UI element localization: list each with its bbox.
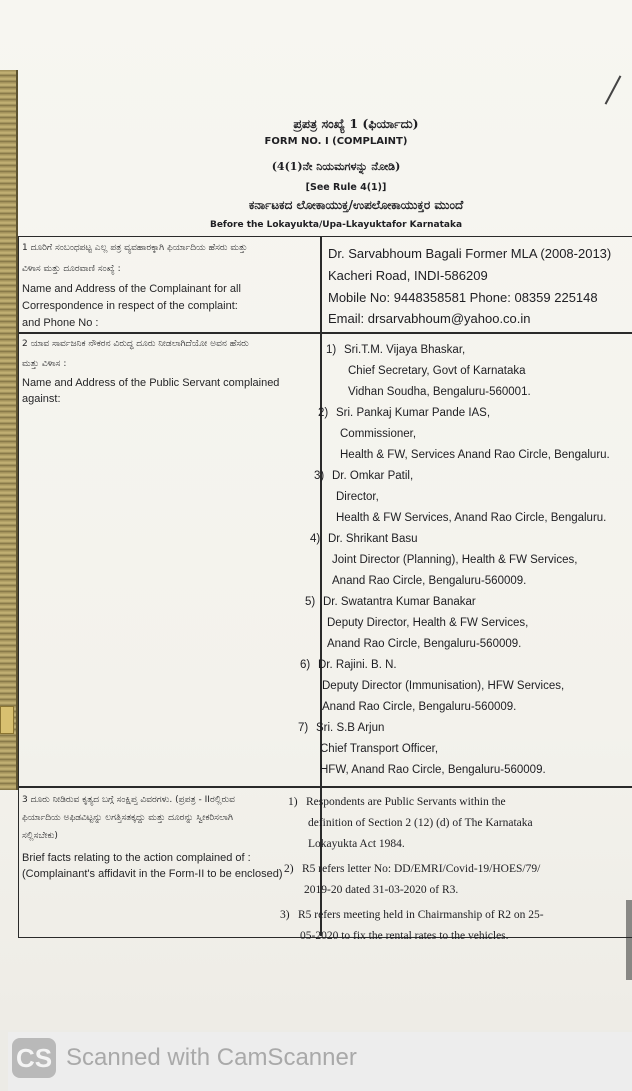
label-english: Correspondence in respect of the complaint: <box>22 300 238 312</box>
label-kannada: 1 ದೂರಿಗೆ ಸಂಬಂಧಪಟ್ಟ ಎಲ್ಲ ಪತ್ರ ವ್ಯವಹಾರಕ್ಕಾಗಿ ಫಿರ್ಯಾದಿಯ ಹೆಸರು ಮತ್ತು <box>22 243 248 253</box>
binder-clip <box>0 706 14 734</box>
respondent-number: 3) <box>314 470 325 482</box>
respondent-line: Health & FW Services, Anand Rao Circle, Bengaluru. <box>336 512 607 524</box>
respondent-number: 4) <box>310 533 321 545</box>
respondent-number: 1) <box>326 344 337 356</box>
label-kannada: ಫಿರ್ಯಾದಿಯ ಅಫಿಡವಿಟ್ಟನ್ನು ಲಗತ್ತಿಸತಕ್ಕದ್ದು ಮತ್ತು ದೂರನ್ನು ಸ್ವೀಕರಿಸಲಾಗಿ <box>22 813 233 823</box>
respondent-line: Dr. Swatantra Kumar Banakar <box>323 596 476 608</box>
respondent-line: Director, <box>336 491 379 503</box>
respondent-line: Dr. Omkar Patil, <box>332 470 414 482</box>
label-kannada: ಸಲ್ಲಿಸಬೇಕು) <box>22 831 58 841</box>
respondent-line: Deputy Director, Health & FW Services, <box>327 617 529 629</box>
before-heading-kannada: ಕರ್ನಾಟಕದ ಲೋಕಾಯುಕ್ತ/ಉಪಲೋಕಾಯುಕ್ತರ ಮುಂದೆ <box>248 198 464 212</box>
respondent-number: 5) <box>305 596 316 608</box>
spiral-binding <box>0 70 18 790</box>
respondent-line: Dr. Rajini. B. N. <box>318 659 397 671</box>
respondent-line: Chief Secretary, Govt of Karnataka <box>348 365 526 377</box>
respondent-line: Anand Rao Circle, Bengaluru-560009. <box>322 701 517 713</box>
form-title: FORM NO. I (COMPLAINT) <box>264 136 408 147</box>
respondent-line: Anand Rao Circle, Bengaluru-560009. <box>327 638 522 650</box>
fact-line: Respondents are Public Servants within the <box>306 796 506 808</box>
respondent-line: Deputy Director (Immunisation), HFW Services, <box>322 680 565 692</box>
respondent-line: Health & FW, Services Anand Rao Circle, Bengaluru. <box>340 449 610 461</box>
label-kannada: 2 ಯಾವ ಸಾರ್ವಜನಿಕ ನೌಕರನ ವಿರುದ್ಧ ದೂರು ನೀಡಲಾಗಿದೆಯೋ ಅವನ ಹೆಸರು <box>22 339 249 349</box>
label-english: Name and Address of the Complainant for all <box>22 283 241 295</box>
fact-line: R5 refers letter No: DD/EMRI/Covid-19/HOES/79/ <box>302 863 541 875</box>
camscanner-logo: CS <box>12 1038 56 1078</box>
fact-number: 2) <box>284 863 294 875</box>
respondent-line: Sri.T.M. Vijaya Bhaskar, <box>344 344 466 356</box>
respondent-line: HFW, Anand Rao Circle, Bengaluru-560009. <box>320 764 546 776</box>
scanner-footer <box>8 1032 632 1091</box>
rule-kannada: (4(1)ನೇ ನಿಯಮಗಳನ್ನು ನೋಡಿ) <box>271 160 401 173</box>
respondent-number: 7) <box>298 722 309 734</box>
label-english: Brief facts relating to the action complained of : <box>22 852 251 864</box>
label-kannada: 3 ದೂರು ನೀಡಿರುವ ಕೃತ್ಯದ ಬಗ್ಗೆ ಸಂಕ್ಷಿಪ್ತ ವಿವರಗಳು. (ಪ್ರಪತ್ರ - IIರಲ್ಲಿರುವ <box>22 795 235 805</box>
label-english: (Complainant's affidavit in the Form-II to be enclosed) <box>22 868 283 880</box>
respondent-line: Sri. Pankaj Kumar Pande IAS, <box>336 407 491 419</box>
rule-reference: [See Rule 4(1)] <box>305 182 387 193</box>
fact-line: R5 refers meeting held in Chairmanship of R2 on 25- <box>298 909 544 921</box>
fact-number: 3) <box>280 909 290 921</box>
respondent-line: Dr. Shrikant Basu <box>328 533 418 545</box>
fact-number: 1) <box>288 796 298 808</box>
respondent-line: Joint Director (Planning), Health & FW Services, <box>332 554 578 566</box>
fact-line: 2019-20 dated 31-03-2020 of R3. <box>304 884 459 896</box>
label-english: and Phone No : <box>22 317 99 329</box>
label-kannada: ಮತ್ತು ವಿಳಾಸ : <box>22 359 67 369</box>
respondent-number: 6) <box>300 659 311 671</box>
form-title-kannada: ಪ್ರಪತ್ರ ಸಂಖ್ಯೆ 1 (ಫಿರ್ಯಾದು) <box>293 116 419 131</box>
complainant-address: Kacheri Road, INDI-586209 <box>328 268 488 283</box>
respondent-line: Commissioner, <box>340 428 417 440</box>
respondent-number: 2) <box>318 407 329 419</box>
complainant-name: Dr. Sarvabhoum Bagali Former MLA (2008-2013) <box>328 246 612 261</box>
complainant-phone: Mobile No: 9448358581 Phone: 08359 225148 <box>328 290 598 305</box>
respondent-line: Chief Transport Officer, <box>320 743 439 755</box>
respondent-line: Sri. S.B Arjun <box>316 722 385 734</box>
respondent-line: Vidhan Soudha, Bengaluru-560001. <box>348 386 531 398</box>
pen-mark <box>605 75 622 104</box>
page-edge-shadow <box>626 900 632 980</box>
respondent-line: Anand Rao Circle, Bengaluru-560009. <box>332 575 527 587</box>
row-divider-2 <box>18 786 632 788</box>
fact-line: 05-2020 to fix the rental rates to the vehicles. <box>300 930 509 942</box>
label-kannada: ವಿಳಾಸ ಮತ್ತು ದೂರವಾಣಿ ಸಂಖ್ಯೆ : <box>22 264 121 274</box>
label-english: against: <box>22 393 61 405</box>
label-english: Name and Address of the Public Servant complained <box>22 377 280 389</box>
scanner-watermark: Scanned with CamScanner <box>66 1044 357 1071</box>
before-heading: Before the Lokayukta/Upa-Lkayuktafor Karnataka <box>209 220 463 230</box>
row-divider-1 <box>18 332 632 334</box>
complainant-email: Email: drsarvabhoum@yahoo.co.in <box>328 311 531 326</box>
fact-line: Lokayukta Act 1984. <box>308 838 405 850</box>
fact-line: definition of Section 2 (12) (d) of The Karnataka <box>308 817 533 829</box>
